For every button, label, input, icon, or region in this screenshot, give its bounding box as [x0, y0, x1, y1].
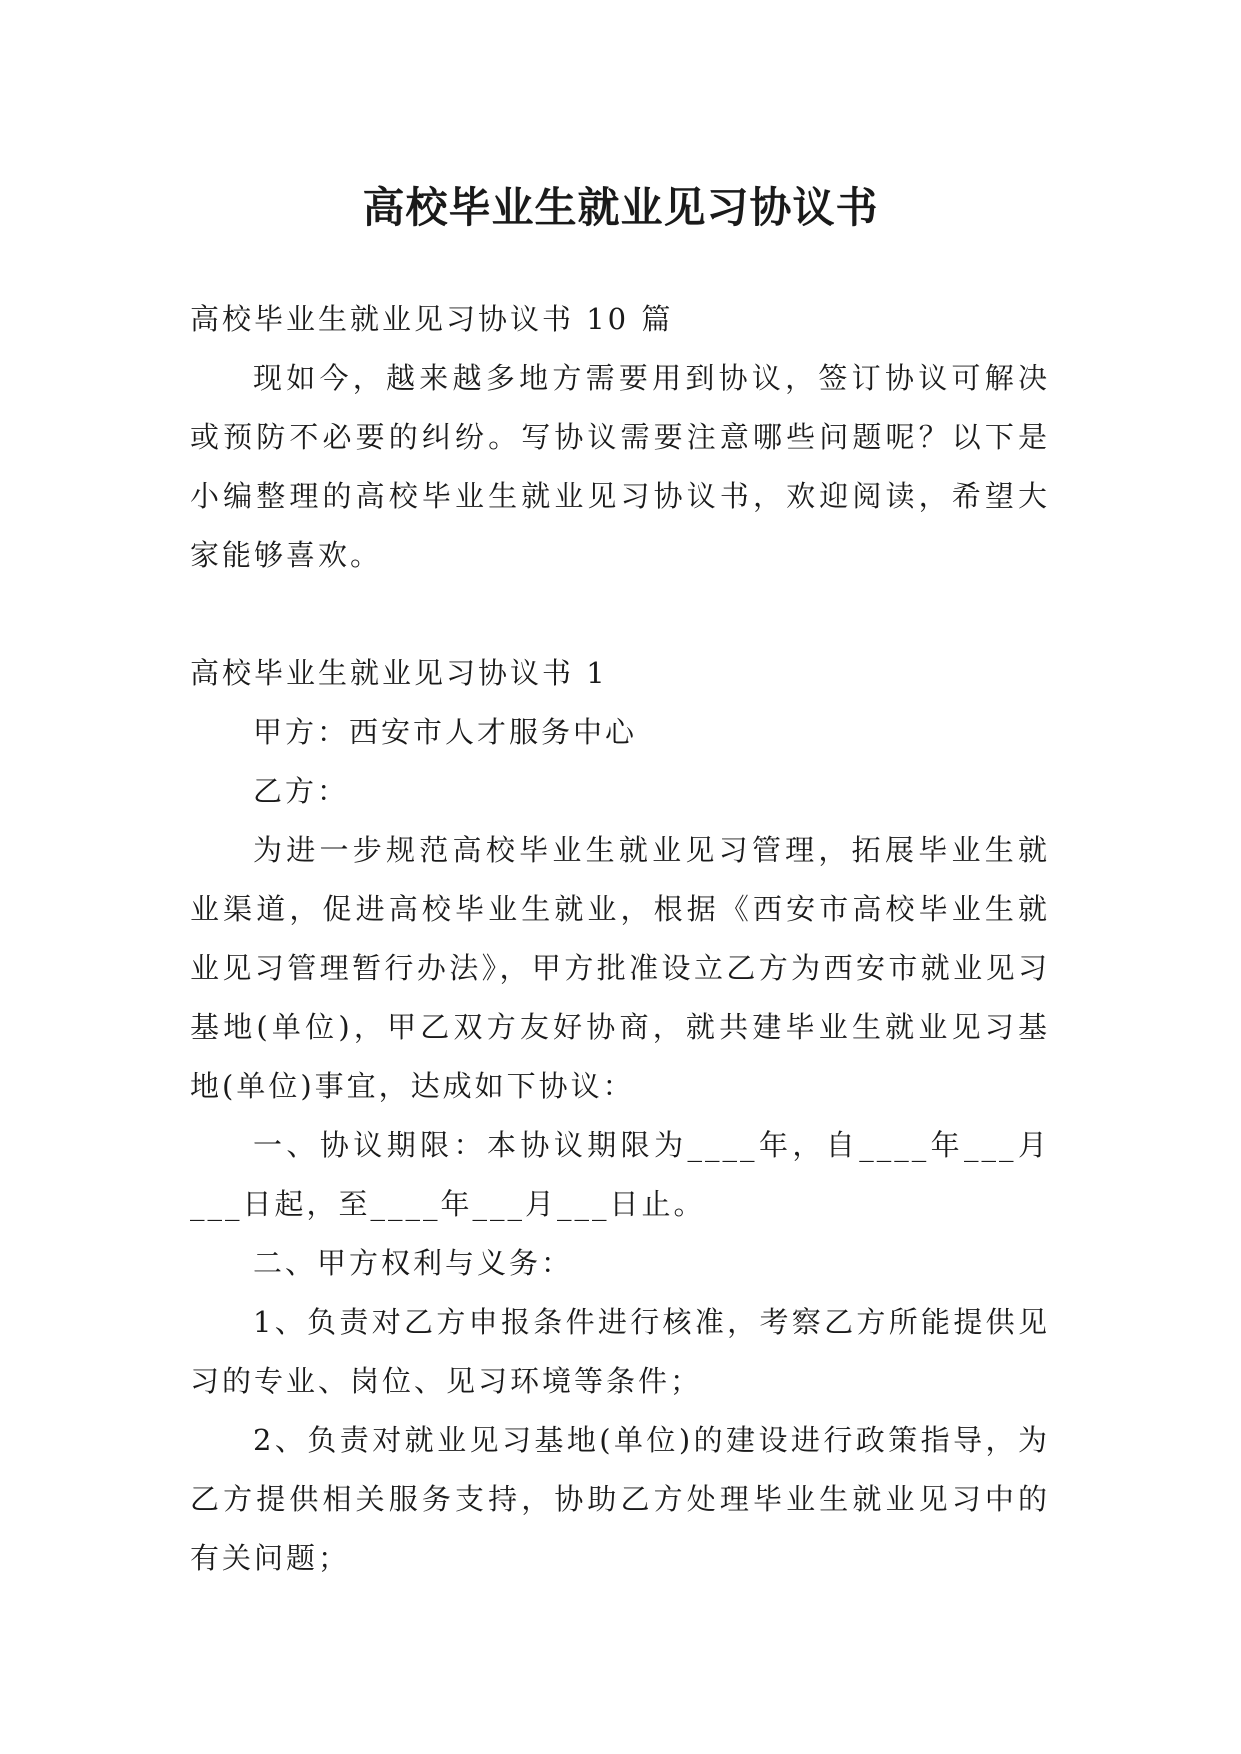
- section-heading: 高校毕业生就业见习协议书 1: [190, 656, 608, 690]
- intro-paragraph: 现如今，越来越多地方需要用到协议，签订协议可解决或预防不必要的纠纷。写协议需要注意哪些问题呢？以下是小编整理的高校毕业生就业见习协议书，欢迎阅读，希望大家能够喜欢。: [190, 361, 1050, 572]
- document-title: 高校毕业生就业见习协议书: [362, 183, 879, 233]
- clause-item: 1、负责对乙方申报条件进行核准，考察乙方所能提供见习的专业、岗位、见习环境等条件；: [190, 1305, 1050, 1398]
- collection-heading: 高校毕业生就业见习协议书 10 篇: [190, 302, 674, 336]
- clause-term: 一、协议期限：本协议期限为____年，自____年___月___日起，至____年___月___日止。: [190, 1128, 1050, 1221]
- document-body: [190, 290, 1050, 1588]
- party-a-line: 甲方：西安市人才服务中心: [253, 715, 638, 749]
- preamble-paragraph: 为进一步规范高校毕业生就业见习管理，拓展毕业生就业渠道，促进高校毕业生就业，根据《西安市高校毕业生就业见习管理暂行办法》，甲方批准设立乙方为西安市就业见习基地(单位)，甲乙双方友好协商，就共建毕业生就业见习基地(单位)事宜，达成如下协议：: [190, 833, 1050, 1103]
- clause-party-a-heading: 二、甲方权利与义务：: [253, 1246, 574, 1280]
- party-b-line: 乙方：: [253, 774, 350, 808]
- clause-item: 2、负责对就业见习基地(单位)的建设进行政策指导，为乙方提供相关服务支持，协助乙方处理毕业生就业见习中的有关问题；: [190, 1423, 1050, 1575]
